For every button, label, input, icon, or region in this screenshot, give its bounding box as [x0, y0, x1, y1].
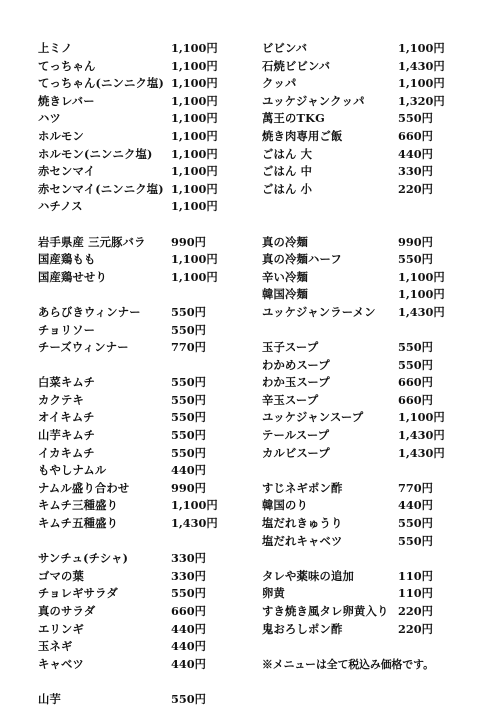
menu-item-name: 山芋キムチ: [38, 428, 96, 443]
menu-item-name: すじネギポン酢: [262, 480, 343, 495]
menu-item-price: 220円: [398, 621, 433, 636]
menu-item-price: 1,100円: [171, 93, 218, 108]
menu-item-price: 1,100円: [398, 269, 445, 284]
menu-item: [262, 128, 462, 146]
menu-item: [262, 515, 462, 533]
section-gap: [262, 462, 462, 480]
section-gap: [262, 216, 462, 234]
menu-item-price: 1,430円: [398, 58, 445, 73]
menu-item: [262, 40, 462, 58]
menu-item-name: テールスープ: [262, 428, 330, 443]
section-gap: [38, 286, 238, 304]
menu-item: [38, 374, 238, 392]
menu-item-price: 1,430円: [398, 445, 445, 460]
menu-item: [38, 462, 238, 480]
menu-item: [262, 234, 462, 252]
menu-item-price: 1,100円: [398, 41, 445, 55]
menu-item-price: 770円: [171, 340, 206, 355]
menu-item: [38, 110, 238, 128]
menu-item-price: 440円: [398, 146, 433, 161]
menu-item-name: エリンギ: [38, 621, 84, 636]
menu-item-price: 440円: [171, 656, 206, 671]
menu-item-name: 国産鶏せせり: [38, 269, 107, 284]
menu-item-price: 990円: [398, 234, 433, 249]
menu-item-price: 550円: [398, 252, 433, 267]
menu-item: [262, 75, 462, 93]
menu-item-name: てっちゃん(ニンニク塩): [38, 76, 165, 91]
menu-item-name: タレや薬味の追加: [262, 568, 354, 583]
menu-item-price: 550円: [398, 111, 433, 126]
menu-item-price: 550円: [171, 586, 206, 601]
menu-item-price: 550円: [398, 516, 433, 531]
menu-item: [38, 146, 238, 164]
menu-item: [38, 93, 238, 111]
menu-item-name: ユッケジャンクッパ: [262, 93, 365, 108]
menu-item: [38, 75, 238, 93]
menu-item-price: 1,100円: [171, 498, 218, 513]
menu-item: [38, 40, 238, 58]
section-gap: [38, 216, 238, 234]
menu-item-price: 550円: [398, 340, 433, 355]
menu-item-name: クッパ: [262, 76, 297, 91]
section-gap: [262, 550, 462, 568]
menu-item-price: 440円: [171, 463, 206, 478]
menu-item: [38, 445, 238, 463]
menu-item-name: 塩だれきゅうり: [262, 516, 343, 531]
menu-item-price: 1,100円: [171, 41, 218, 55]
menu-item-name: イカキムチ: [38, 445, 95, 460]
menu-item: [262, 427, 462, 445]
menu-item-name: 焼きレバー: [38, 93, 95, 108]
menu-item-price: 550円: [171, 428, 206, 443]
menu-item-name: 鬼おろしポン酢: [262, 621, 343, 636]
menu-item-price: 1,100円: [171, 146, 218, 161]
menu-item-name: 萬王のTKG: [262, 111, 325, 126]
menu-item-price: 440円: [171, 639, 206, 654]
menu-item-name: オイキムチ: [38, 410, 95, 425]
menu-item-price: 660円: [171, 604, 206, 618]
menu-item-name: わかめスープ: [262, 357, 330, 372]
menu-item-name: 真の冷麺ハーフ: [262, 252, 342, 267]
menu-item-price: 330円: [171, 568, 206, 583]
menu-item-name: 真のサラダ: [38, 604, 96, 618]
menu-item-price: 660円: [398, 392, 433, 407]
menu-item-price: 1,100円: [171, 58, 218, 73]
menu-item-price: 1,100円: [171, 111, 218, 126]
menu-item-price: 220円: [398, 604, 433, 618]
menu-item: [38, 198, 238, 216]
menu-item-price: 550円: [171, 392, 206, 407]
menu-item-name: キャベツ: [38, 656, 84, 671]
menu-item-name: 山芋: [38, 691, 61, 706]
menu-item: [38, 234, 238, 252]
menu-item-name: 韓国のり: [262, 498, 308, 513]
menu-item: [262, 585, 462, 603]
menu-item-name: ユッケジャンラーメン: [262, 304, 376, 319]
menu-item: [38, 392, 238, 410]
section-gap: [262, 198, 462, 216]
menu-item: [262, 146, 462, 164]
menu-item-name: あらびきウィンナー: [38, 304, 141, 319]
menu-item-name: 赤センマイ(ニンニク塩): [38, 181, 164, 196]
menu-item-name: 岩手県産 三元豚バラ: [38, 234, 146, 249]
menu-item: [38, 304, 238, 322]
menu-item-name: ごはん 小: [262, 181, 313, 196]
menu-item-name: すき焼き風タレ卵黄入り: [262, 604, 389, 618]
menu-item-name: キムチ五種盛り: [38, 516, 119, 531]
menu-item: [38, 181, 238, 199]
menu-item-price: 1,100円: [171, 76, 218, 91]
menu-item-name: 玉ネギ: [38, 639, 73, 654]
menu-item: [38, 515, 238, 533]
menu-item: [38, 427, 238, 445]
menu-left-column: [38, 40, 238, 709]
menu-item-price: 110円: [398, 568, 433, 583]
menu-item-price: 1,320円: [398, 93, 445, 108]
menu-item: [262, 181, 462, 199]
menu-item-name: 国産鶏もも: [38, 252, 96, 267]
section-gap: [262, 322, 462, 340]
menu-item-name: チョリソー: [38, 322, 96, 337]
menu-item-name: ホルモン: [38, 128, 84, 143]
menu-item: [38, 269, 238, 287]
menu-item: [38, 568, 238, 586]
menu-item: [262, 286, 462, 304]
menu-item-name: 石焼ビビンバ: [262, 58, 331, 73]
menu-item: [262, 110, 462, 128]
menu-item-price: 1,100円: [171, 199, 218, 214]
menu-item: [38, 480, 238, 498]
menu-item: [262, 357, 462, 375]
section-gap: [38, 357, 238, 375]
menu-item-price: 550円: [398, 357, 433, 372]
menu-item: [38, 656, 238, 674]
menu-item-price: 440円: [171, 621, 206, 636]
menu-item: [262, 58, 462, 76]
menu-item-price: 110円: [398, 586, 433, 601]
tax-note-text: ※メニューは全て税込み価格です。: [262, 657, 434, 671]
menu-item-price: 1,100円: [171, 128, 218, 143]
menu-item: [38, 58, 238, 76]
menu-item-price: 550円: [171, 375, 206, 390]
menu-item-name: ハツ: [38, 111, 61, 126]
menu-item-price: 1,100円: [171, 164, 218, 179]
menu-item-price: 1,430円: [171, 516, 218, 531]
menu-item-name: 辛玉スープ: [262, 392, 319, 407]
menu-item: [38, 251, 238, 269]
menu-item-name: カクテキ: [38, 392, 84, 407]
menu-item-name: 焼き肉専用ご飯: [262, 128, 343, 143]
menu-item-price: 1,100円: [171, 181, 218, 196]
menu-item-name: 玉子スープ: [262, 340, 319, 355]
menu-item-name: ホルモン(ニンニク塩): [38, 146, 153, 161]
menu-item-price: 1,100円: [171, 252, 218, 267]
menu-item-price: 550円: [398, 533, 433, 548]
menu-item-price: 550円: [171, 691, 206, 706]
menu-item-price: 550円: [171, 304, 206, 319]
section-gap: [38, 533, 238, 551]
menu-item: [262, 269, 462, 287]
menu-item: [38, 409, 238, 427]
menu-item-price: 220円: [398, 181, 433, 196]
menu-item-name: 卵黄: [262, 586, 285, 601]
menu-item: [38, 603, 238, 621]
menu-item-price: 990円: [171, 480, 206, 495]
menu-item-price: 1,100円: [171, 269, 218, 284]
menu-item-name: 真の冷麺: [262, 234, 308, 249]
menu-item-price: 440円: [398, 498, 433, 513]
menu-item: [262, 93, 462, 111]
menu-item: [262, 163, 462, 181]
menu-item: [262, 339, 462, 357]
menu-item-name: ゴマの葉: [38, 568, 84, 583]
menu-item-name: てっちゃん: [38, 58, 96, 73]
menu-item: [262, 480, 462, 498]
menu-item: [38, 550, 238, 568]
menu-item-name: チョレギサラダ: [38, 586, 119, 601]
menu-item: [38, 128, 238, 146]
menu-item: [38, 339, 238, 357]
menu-item-name: サンチュ(チシャ): [38, 551, 129, 566]
menu-item-name: ごはん 中: [262, 164, 313, 179]
menu-item: [38, 163, 238, 181]
menu-item-price: 550円: [171, 410, 206, 425]
menu-item-name: カルビスープ: [262, 445, 330, 460]
menu-item-name: ユッケジャンスープ: [262, 410, 364, 425]
menu-item-price: 1,430円: [398, 428, 445, 443]
menu-item-name: 辛い冷麺: [262, 269, 308, 284]
menu-item-name: 塩だれキャベツ: [262, 533, 343, 548]
menu-item: [262, 568, 462, 586]
menu-item: [262, 445, 462, 463]
menu-item-name: 白菜キムチ: [38, 375, 96, 390]
menu-item-name: チーズウィンナー: [38, 340, 129, 355]
menu-item-price: 550円: [171, 322, 206, 337]
menu-item: [262, 374, 462, 392]
menu-item-price: 990円: [171, 234, 206, 249]
menu-item-price: 1,100円: [398, 410, 445, 425]
menu-item: [38, 322, 238, 340]
menu-item-price: 660円: [398, 128, 433, 143]
menu-item: [262, 603, 462, 621]
tax-note: [262, 656, 462, 674]
section-gap: [38, 673, 238, 691]
menu-item-name: 韓国冷麺: [262, 287, 308, 302]
menu-item: [38, 585, 238, 603]
menu-item: [38, 621, 238, 639]
menu-item: [262, 304, 462, 322]
menu-item-price: 770円: [398, 480, 433, 495]
menu-right-column: [262, 40, 462, 673]
menu-item-price: 330円: [171, 551, 206, 566]
menu-item-price: 550円: [171, 445, 206, 460]
menu-item-name: ハチノス: [38, 199, 83, 214]
menu-item-price: 1,100円: [398, 287, 445, 302]
menu-item-name: ごはん 大: [262, 146, 313, 161]
menu-item-price: 660円: [398, 375, 433, 390]
menu-item-price: 1,100円: [398, 76, 445, 91]
menu-item: [262, 409, 462, 427]
menu-item: [262, 497, 462, 515]
menu-item-price: 330円: [398, 164, 433, 179]
menu-item-name: ビビンバ: [262, 41, 308, 55]
menu-item-name: もやしナムル: [38, 463, 107, 478]
menu-item-name: わか玉スープ: [262, 375, 330, 390]
menu-item-name: 上ミノ: [38, 41, 73, 55]
menu-item: [38, 497, 238, 515]
menu-item: [262, 251, 462, 269]
menu-item-name: キムチ三種盛り: [38, 498, 119, 513]
menu-item-price: 1,430円: [398, 304, 445, 319]
menu-item: [262, 533, 462, 551]
section-gap: [262, 638, 462, 656]
menu-item-name: ナムル盛り合わせ: [38, 480, 130, 495]
menu-item: [262, 621, 462, 639]
menu-item: [38, 638, 238, 656]
menu-item-name: 赤センマイ: [38, 164, 96, 179]
menu-item: [262, 392, 462, 410]
